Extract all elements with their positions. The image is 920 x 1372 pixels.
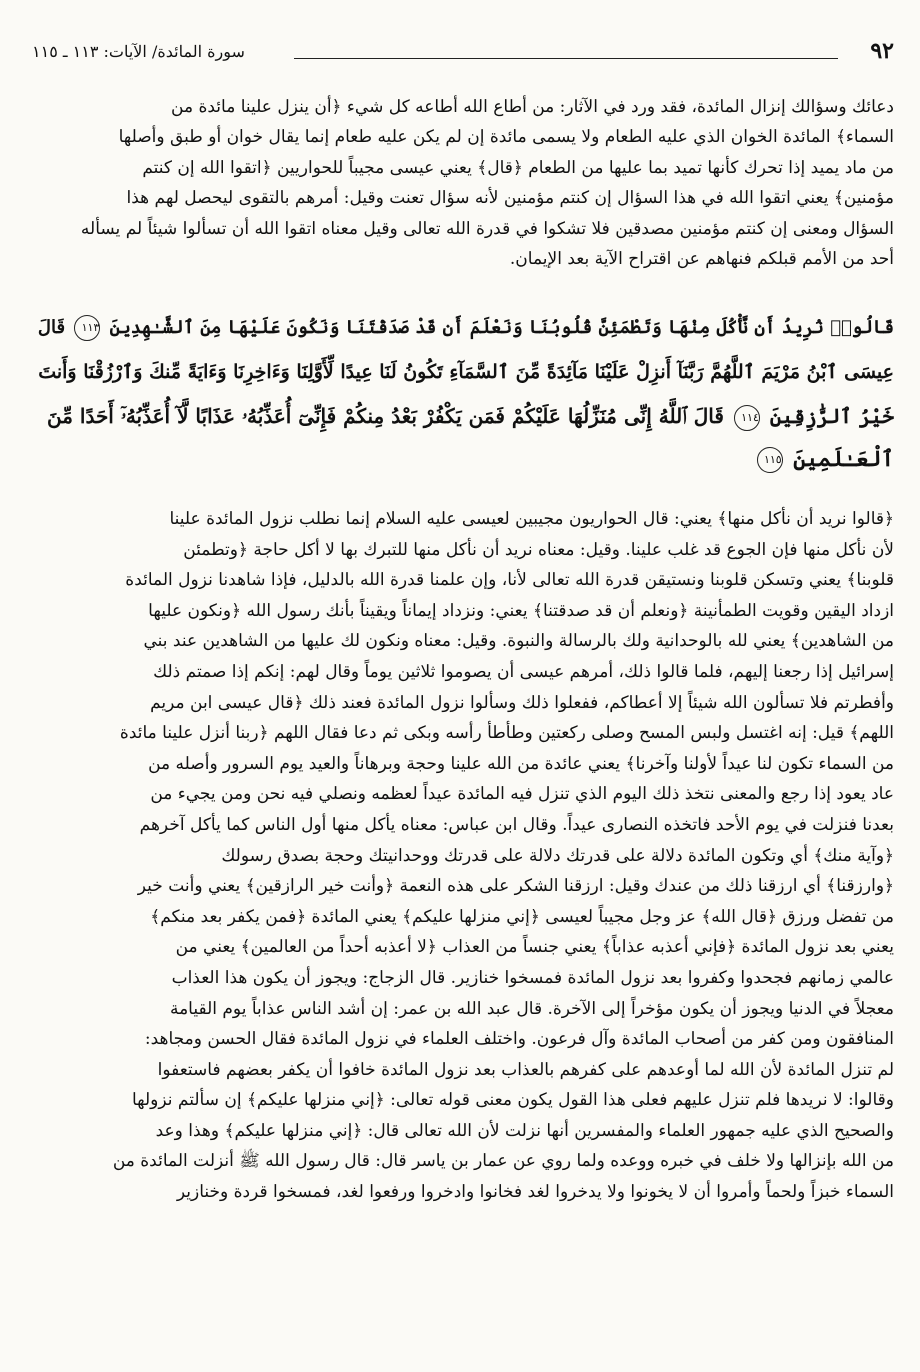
text-line: قلوبنا﴾ يعني وتسكن قلوبنا ونستيقن قدرة الله تعالى لأنا، وإن علمنا قدرة الله بالدليل، فإذا شاهدنا نزول المائدة [125, 570, 894, 591]
text-line: من تفضل ورزق ﴿قال الله﴾ عز وجل مجيباً لعيسى ﴿إني منزلها عليكم﴾ يعني المائدة ﴿فمن يكفر بعد منكم﴾ [150, 906, 894, 927]
text-line: وقالوا: لا نريدها فلم تنزل عليهم فعلى هذا القول يكون معنى قوله تعالى: ﴿إني منزلها عليكم﴾ إن سألتم نزولها [131, 1090, 894, 1111]
text-line: ﴿وآية منك﴾ أي وتكون المائدة دلالة على قدرتك دلالة على قدرتك ووحدانيتك وحجة بصدق رسولك [221, 845, 894, 866]
text-line: من ماد يميد إذا تحرك كأنها تميد بما عليها من الطعام ﴿قال﴾ يعني عيسى مجيباً للحواريين ﴿اتقوا الله إن كنتم [142, 157, 894, 178]
page-header [32, 36, 894, 70]
verse-text: عِيسَى ٱبْنُ مَرْيَمَ ٱللَّهُمَّ رَبَّنَآ أَنزِلْ عَلَيْنَا مَآئِدَةً مِّنَ ٱلسَّمَآءِ تَكُونُ لَنَا عِيدًا لِّأَوَّلِنَا وَءَاخِرِنَا وَءَايَةً مِّنكَ وَٱرْزُقْنَا وَأَنتَ [38, 361, 894, 383]
text-line: أحد من الأمم قبلكم فنهاهم عن اقتراح الآية بعد الإيمان. [509, 248, 894, 269]
text-line: وأفطرتم فلا تسألون الله شيئاً إلا أعطاكم، ففعلوا ذلك وسألوا نزول المائدة فعند ذلك ﴿قال عيسى ابن مريم [150, 692, 894, 713]
header-rule [294, 58, 838, 59]
verse-text: قَالَ [37, 317, 66, 338]
running-title: سورة المائدة/ الآيات: ١١٣ ـ ١١٥ [32, 42, 245, 61]
text-line: عالمي زمانهم فجحدوا وكفروا بعد نزول المائدة فمسخوا خنازير. قال الزجاج: ويجوز أن يكون هذا العذاب [171, 967, 894, 988]
text-line: السماء خبزاً ولحماً وأمروا أن لا يخونوا ولا يدخروا لغد فخانوا وادخروا ورفعوا لغد، فمسخوا قردة وخنازير [176, 1182, 894, 1203]
verse-text: قَالُوا۟ نُرِيدُ أَن نَّأْكُلَ مِنْهَا وَتَطْمَئِنَّ قُلُوبُنَا وَنَعْلَمَ أَن قَدْ صَدَقْتَنَا وَنَكُونَ عَلَيْهَا مِنَ ٱلشَّـٰهِدِينَ [109, 317, 894, 338]
verse-line [32, 438, 894, 482]
ayah-marker: ١١٥ [757, 447, 783, 473]
text-line: ﴿وارزقنا﴾ أي ارزقنا ذلك من عندك وقيل: ارزقنا الشكر على هذه النعمة ﴿وأنت خير الرازقين﴾ يعني وأنت خير [137, 876, 894, 897]
text-line: لم تنزل المائدة لأن الله لما أوعدهم على كفرهم بالعذاب بعد نزول المائدة خافوا أن يكفر بعضهم فاستعفوا [157, 1059, 894, 1080]
quran-verse-block [32, 306, 894, 482]
ayah-marker: ١١٣ [74, 315, 100, 341]
verse-line [32, 394, 894, 438]
text-line: عاد يعود إذا رجع والمعنى نتخذ ذلك اليوم الذي تنزل فيه المائدة عيداً لعظمه ونصلي فيه نحن ومن يجيء من [150, 784, 894, 805]
verse-line [32, 350, 894, 394]
text-line: معجلاً في الدنيا ويجوز أن يكون مؤخراً إلى الآخرة. قال عبد الله بن عمر: إن أشد الناس عذاباً يوم القيامة [169, 998, 894, 1019]
intro-paragraph [32, 92, 894, 274]
text-line: بعدنا فنزلت في يوم الأحد فاتخذه النصارى عيداً. وقال ابن عباس: معناه يأكل منها أول الناس كما يأكل آخرهم [139, 814, 894, 835]
text-line: من السماء تكون لنا عيداً لأولنا وآخرنا﴾ يعني عائدة من الله علينا وحجة وبرهاناً والعيد يوم السرور وأصله من [148, 753, 894, 774]
text-line: دعائك وسؤالك إنزال المائدة، فقد ورد في الآثار: من أطاع الله أطاعه كل شيء ﴿أن ينزل علينا مائدة من [171, 97, 894, 117]
text-line: مؤمنين﴾ يعني اتقوا الله في هذا السؤال إن كنتم مؤمنين لأنه سؤال تعنت وقيل: أمرهم بالتقوى ليحصل لهم هذا [126, 188, 894, 209]
text-line: السؤال ومعنى إن كنتم مؤمنين مصدقين فلا تشكوا في قدرة الله تعالى وقيل معناه اتقوا الله أن تسألوا شيئاً لم يسأله [80, 218, 894, 239]
text-line: إسرائيل إذا رجعنا إليهم، فلما قالوا ذلك، أمرهم عيسى أن يصوموا ثلاثين يوماً وقال لهم: إنكم إذا صمتم ذلك [153, 661, 894, 682]
verse-text: ٱلْعَـٰلَمِينَ [793, 447, 894, 472]
text-line: ﴿قالوا نريد أن نأكل منها﴾ يعني: قال الحواريون مجيبين لعيسى عليه السلام إنما نطلب نزول المائدة علينا [169, 509, 894, 529]
text-line: اللهم﴾ قيل: إنه اغتسل ولبس المسح وصلى ركعتين وطأطأ رأسه وبكى ثم دعا فقال اللهم ﴿ربنا أنزل علينا مائدة [119, 723, 894, 744]
text-line: يعني بعد نزول المائدة ﴿فإني أعذبه عذاباً﴾ يعني جنساً من العذاب ﴿لا أعذبه أحداً من العالمين﴾ يعني من [175, 937, 894, 958]
text-line: ازداد اليقين وقويت الطمأنينة ﴿ونعلم أن قد صدقتنا﴾ يعني: ونزداد إيماناً ويقيناً بأنك رسول الله ﴿ونكون عليها [148, 600, 894, 621]
text-line: لأن نأكل منها فإن الجوع قد غلب علينا. وقيل: معناه نريد أن نأكل منها للتبرك بها لا أكل حاجة ﴿وتطمئن [183, 539, 894, 560]
text-line: من الشاهدين﴾ يعني لله بالوحدانية ولك بالرسالة والنبوة. وقيل: معناه ونكون لك عليها من الشاهدين عند بني [143, 631, 894, 652]
text-line: والصحيح الذي عليه جمهور العلماء والمفسرين أنها نزلت لأن الله تعالى قال: ﴿إني منزلها عليكم﴾ وهذا وعد [155, 1120, 894, 1141]
ayah-marker: ١١٤ [734, 405, 760, 431]
commentary-paragraph [32, 504, 894, 1208]
text-line: من الله بإنزالها ولا خلف في خبره ووعده ولما روي عن عمار بن ياسر قال: قال رسول الله ﷺ أنزلت المائدة من [112, 1151, 894, 1172]
text-line: المنافقون ومن كفر من أصحاب المائدة وآل فرعون. واختلف العلماء في نزول المائدة فقال الحسن ومجاهد: [144, 1029, 894, 1050]
verse-text: قَالَ ٱللَّهُ إِنِّى مُنَزِّلُهَا عَلَيْكُمْ فَمَن يَكْفُرْ بَعْدُ مِنكُمْ فَإِنِّىٓ أُعَذِّبُهُۥ عَذَابًا لَّآ أُعَذِّبُهُۥٓ أَحَدًا مِّنَ [46, 404, 724, 428]
verse-line [32, 306, 894, 350]
verse-text: خَيْرُ ٱلرَّٰزِقِينَ [769, 404, 894, 428]
page-number: ٩٢ [870, 38, 894, 64]
text-line: السماء﴾ المائدة الخوان الذي عليه الطعام ولا يسمى مائدة إن لم يكن عليه طعام إنما يقال خوان أو طبق وأصلها [118, 127, 894, 148]
